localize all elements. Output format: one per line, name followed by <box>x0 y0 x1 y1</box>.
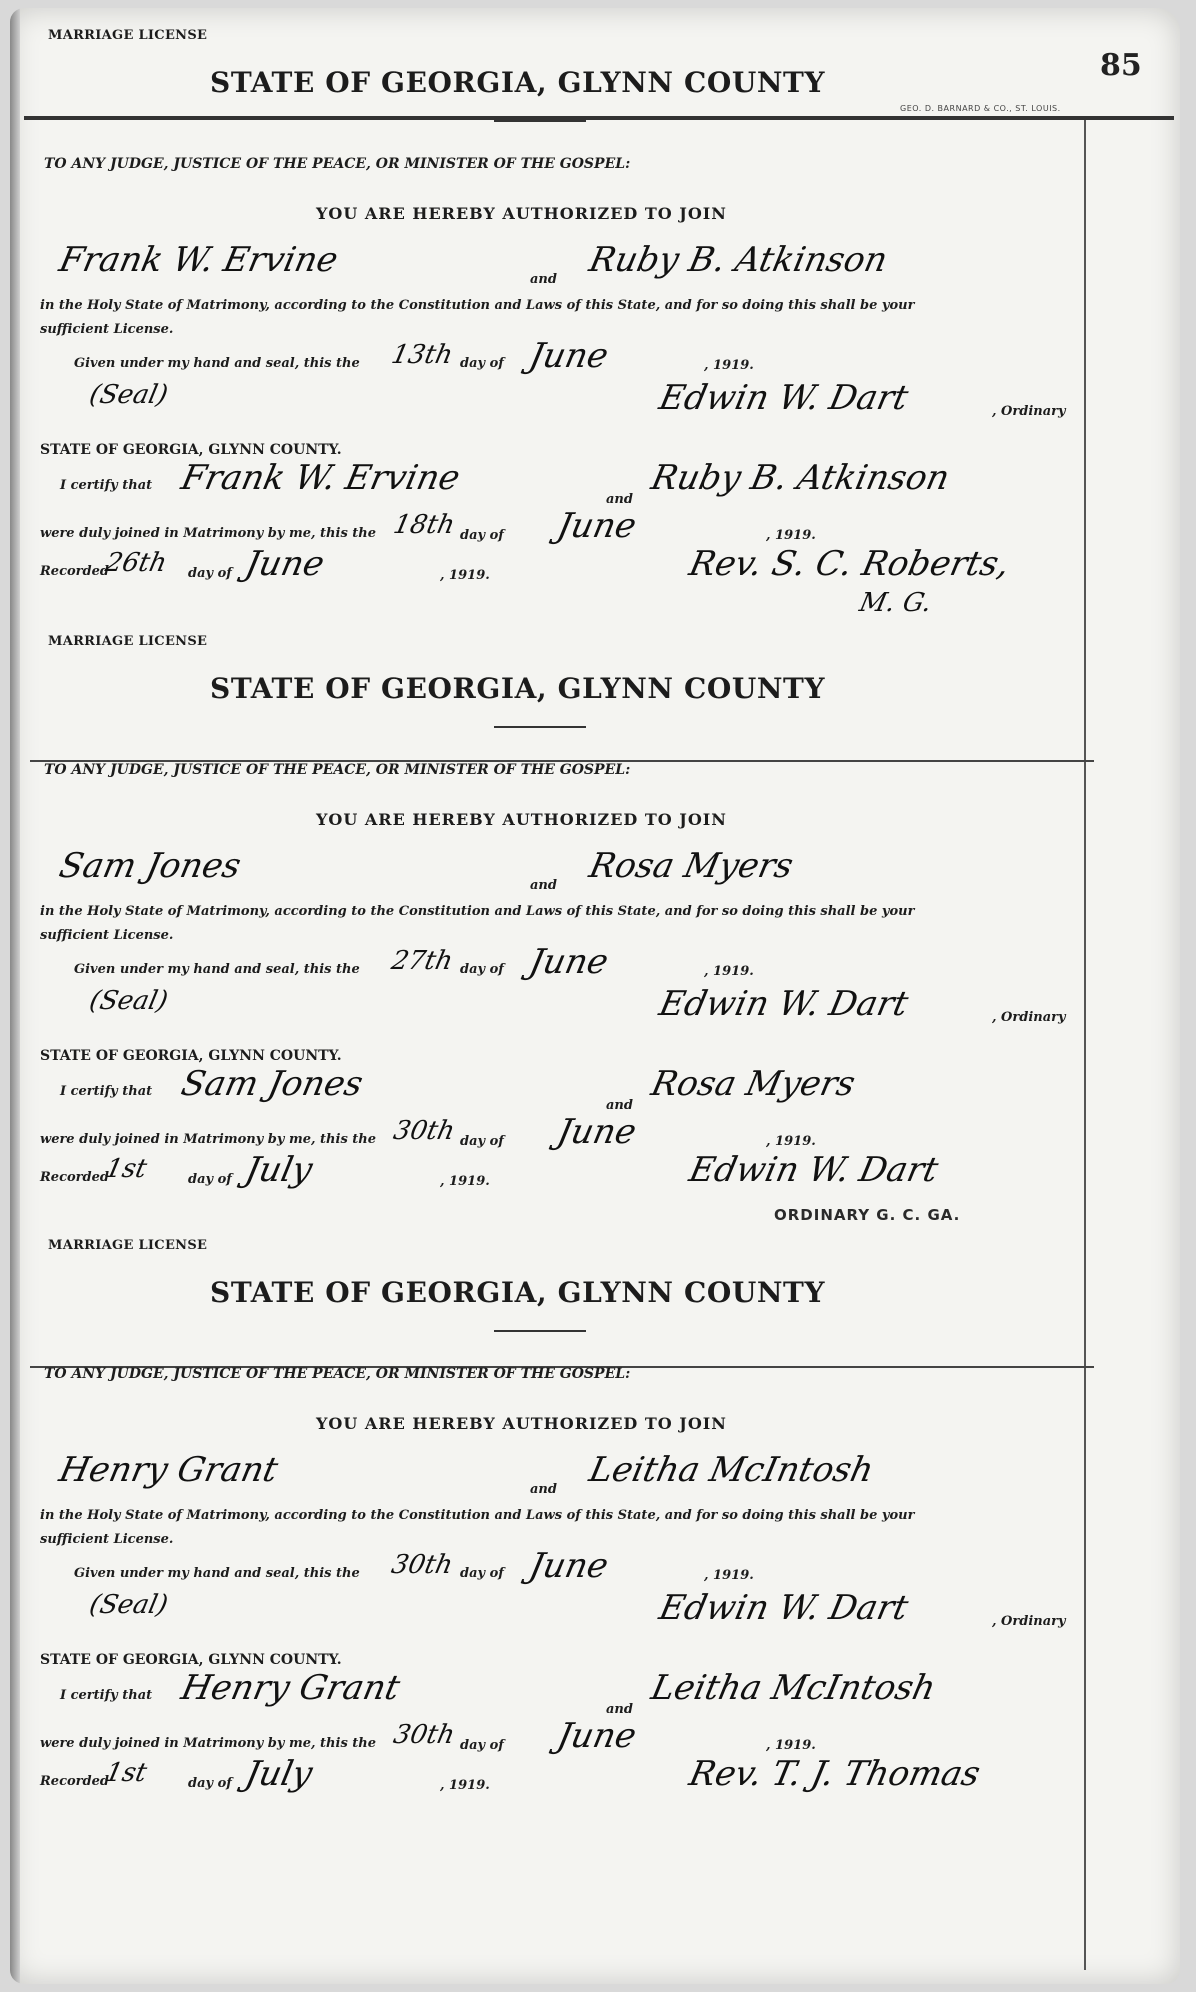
given-under-text: Given under my hand and seal, this the <box>74 1566 360 1581</box>
recorded-day: 1st <box>102 1154 150 1184</box>
holy-state-text: in the Holy State of Matrimony, according to the Constitution and Laws of this State, and for so doing this shall be your <box>40 1508 915 1523</box>
printer-mark: GEO. D. BARNARD & CO., ST. LOUIS. <box>900 104 1061 113</box>
title-underline <box>494 1330 586 1332</box>
officiant-signature: Rev. T. J. Thomas <box>685 1754 984 1794</box>
joined-day: 30th <box>390 1720 458 1750</box>
cert-state-label: STATE OF GEORGIA, GLYNN COUNTY. <box>40 1652 342 1668</box>
duly-joined-text: were duly joined in Matrimony by me, this the <box>40 1132 377 1147</box>
day-of-label: day of <box>460 356 504 371</box>
license-entry <box>10 1090 1180 1794</box>
ordinary-label: , Ordinary <box>992 404 1066 419</box>
sufficient-license-text: sufficient License. <box>40 928 174 943</box>
given-under-text: Given under my hand and seal, this the <box>74 962 360 977</box>
i-certify-label: I certify that <box>60 1084 153 1099</box>
cert-groom-name: Henry Grant <box>177 1668 404 1708</box>
joined-year: , 1919. <box>766 528 816 543</box>
seal-mark: (Seal) <box>86 1590 171 1620</box>
day-of-label: day of <box>188 566 232 581</box>
duly-joined-text: were duly joined in Matrimony by me, this the <box>40 526 377 541</box>
i-certify-label: I certify that <box>60 478 153 493</box>
groom-name: Frank W. Ervine <box>55 240 342 280</box>
cert-bride-name: Ruby B. Atkinson <box>647 458 953 498</box>
recorded-month: July <box>241 1754 316 1794</box>
ordinary-signature: Edwin W. Dart <box>655 984 912 1024</box>
ordinary-label: , Ordinary <box>992 1614 1066 1629</box>
title-underline <box>494 120 586 122</box>
officiant-signature: Edwin W. Dart <box>685 1150 942 1190</box>
addressee-line: TO ANY JUDGE, JUSTICE OF THE PEACE, OR MINISTER OF THE GOSPEL: <box>44 1366 631 1382</box>
sufficient-license-text: sufficient License. <box>40 322 174 337</box>
license-day: 27th <box>388 946 456 976</box>
addressee-line: TO ANY JUDGE, JUSTICE OF THE PEACE, OR MINISTER OF THE GOSPEL: <box>44 762 631 778</box>
duly-joined-text: were duly joined in Matrimony by me, this the <box>40 1736 377 1751</box>
officiant-signature: Rev. S. C. Roberts, <box>685 544 1014 584</box>
recorded-year: , 1919. <box>440 568 490 583</box>
joined-day: 30th <box>390 1116 458 1146</box>
cert-state-label: STATE OF GEORGIA, GLYNN COUNTY. <box>40 1048 342 1064</box>
and-label: and <box>606 492 633 507</box>
bride-name: Rosa Myers <box>585 846 797 886</box>
joined-year: , 1919. <box>766 1738 816 1753</box>
state-title: STATE OF GEORGIA, GLYNN COUNTY <box>210 66 826 99</box>
ordinary-label: , Ordinary <box>992 1010 1066 1025</box>
marriage-license-label: MARRIAGE LICENSE <box>48 634 208 649</box>
groom-name: Sam Jones <box>55 846 245 886</box>
recorded-label: Recorded <box>40 1774 109 1789</box>
marriage-license-label: MARRIAGE LICENSE <box>48 28 208 43</box>
seal-mark: (Seal) <box>86 380 171 410</box>
day-of-label: day of <box>460 1738 504 1753</box>
recorded-label: Recorded <box>40 1170 109 1185</box>
cert-bride-name: Leitha McIntosh <box>647 1668 940 1708</box>
title-underline <box>494 726 586 728</box>
joined-year: , 1919. <box>766 1134 816 1149</box>
groom-name: Henry Grant <box>55 1450 282 1490</box>
officiant-title: M. G. <box>856 588 935 618</box>
recorded-day: 26th <box>102 548 170 578</box>
license-entry <box>10 486 1180 1224</box>
bride-name: Leitha McIntosh <box>585 1450 878 1490</box>
recorded-year: , 1919. <box>440 1174 490 1189</box>
addressee-line: TO ANY JUDGE, JUSTICE OF THE PEACE, OR MINISTER OF THE GOSPEL: <box>44 156 631 172</box>
authorization-line: YOU ARE HEREBY AUTHORIZED TO JOIN <box>316 204 727 223</box>
license-year: , 1919. <box>704 964 754 979</box>
marriage-license-label: MARRIAGE LICENSE <box>48 1238 208 1253</box>
and-label: and <box>530 1482 557 1497</box>
recorded-day: 1st <box>102 1758 150 1788</box>
license-day: 30th <box>388 1550 456 1580</box>
day-of-label: day of <box>188 1172 232 1187</box>
cert-state-label: STATE OF GEORGIA, GLYNN COUNTY. <box>40 442 342 458</box>
holy-state-text: in the Holy State of Matrimony, according to the Constitution and Laws of this State, and for so doing this shall be your <box>40 904 915 919</box>
state-title: STATE OF GEORGIA, GLYNN COUNTY <box>210 672 826 705</box>
joined-month: June <box>553 1716 640 1756</box>
day-of-label: day of <box>460 962 504 977</box>
ordinary-signature: Edwin W. Dart <box>655 378 912 418</box>
and-label: and <box>606 1702 633 1717</box>
license-entry <box>10 0 1180 618</box>
joined-month: June <box>553 506 640 546</box>
joined-month: June <box>553 1112 640 1152</box>
given-under-text: Given under my hand and seal, this the <box>74 356 360 371</box>
ordinary-signature: Edwin W. Dart <box>655 1588 912 1628</box>
cert-groom-name: Frank W. Ervine <box>177 458 464 498</box>
license-year: , 1919. <box>704 358 754 373</box>
day-of-label: day of <box>460 528 504 543</box>
recorded-month: July <box>241 1150 316 1190</box>
seal-mark: (Seal) <box>86 986 171 1016</box>
recorded-year: , 1919. <box>440 1778 490 1793</box>
and-label: and <box>530 878 557 893</box>
holy-state-text: in the Holy State of Matrimony, according to the Constitution and Laws of this State, and for so doing this shall be your <box>40 298 915 313</box>
state-title: STATE OF GEORGIA, GLYNN COUNTY <box>210 1276 826 1309</box>
license-year: , 1919. <box>704 1568 754 1583</box>
day-of-label: day of <box>188 1776 232 1791</box>
joined-day: 18th <box>390 510 458 540</box>
ordinary-stamp: ORDINARY G. C. GA. <box>774 1206 961 1224</box>
recorded-month: June <box>241 544 328 584</box>
authorization-line: YOU ARE HEREBY AUTHORIZED TO JOIN <box>316 1414 727 1433</box>
day-of-label: day of <box>460 1566 504 1581</box>
cert-groom-name: Sam Jones <box>177 1064 367 1104</box>
and-label: and <box>606 1098 633 1113</box>
day-of-label: day of <box>460 1134 504 1149</box>
i-certify-label: I certify that <box>60 1688 153 1703</box>
page-number: 85 <box>1100 48 1142 83</box>
license-month: June <box>525 942 612 982</box>
license-month: June <box>525 336 612 376</box>
cert-bride-name: Rosa Myers <box>647 1064 859 1104</box>
and-label: and <box>530 272 557 287</box>
sufficient-license-text: sufficient License. <box>40 1532 174 1547</box>
license-day: 13th <box>388 340 456 370</box>
bride-name: Ruby B. Atkinson <box>585 240 891 280</box>
authorization-line: YOU ARE HEREBY AUTHORIZED TO JOIN <box>316 810 727 829</box>
license-month: June <box>525 1546 612 1586</box>
recorded-label: Recorded <box>40 564 109 579</box>
